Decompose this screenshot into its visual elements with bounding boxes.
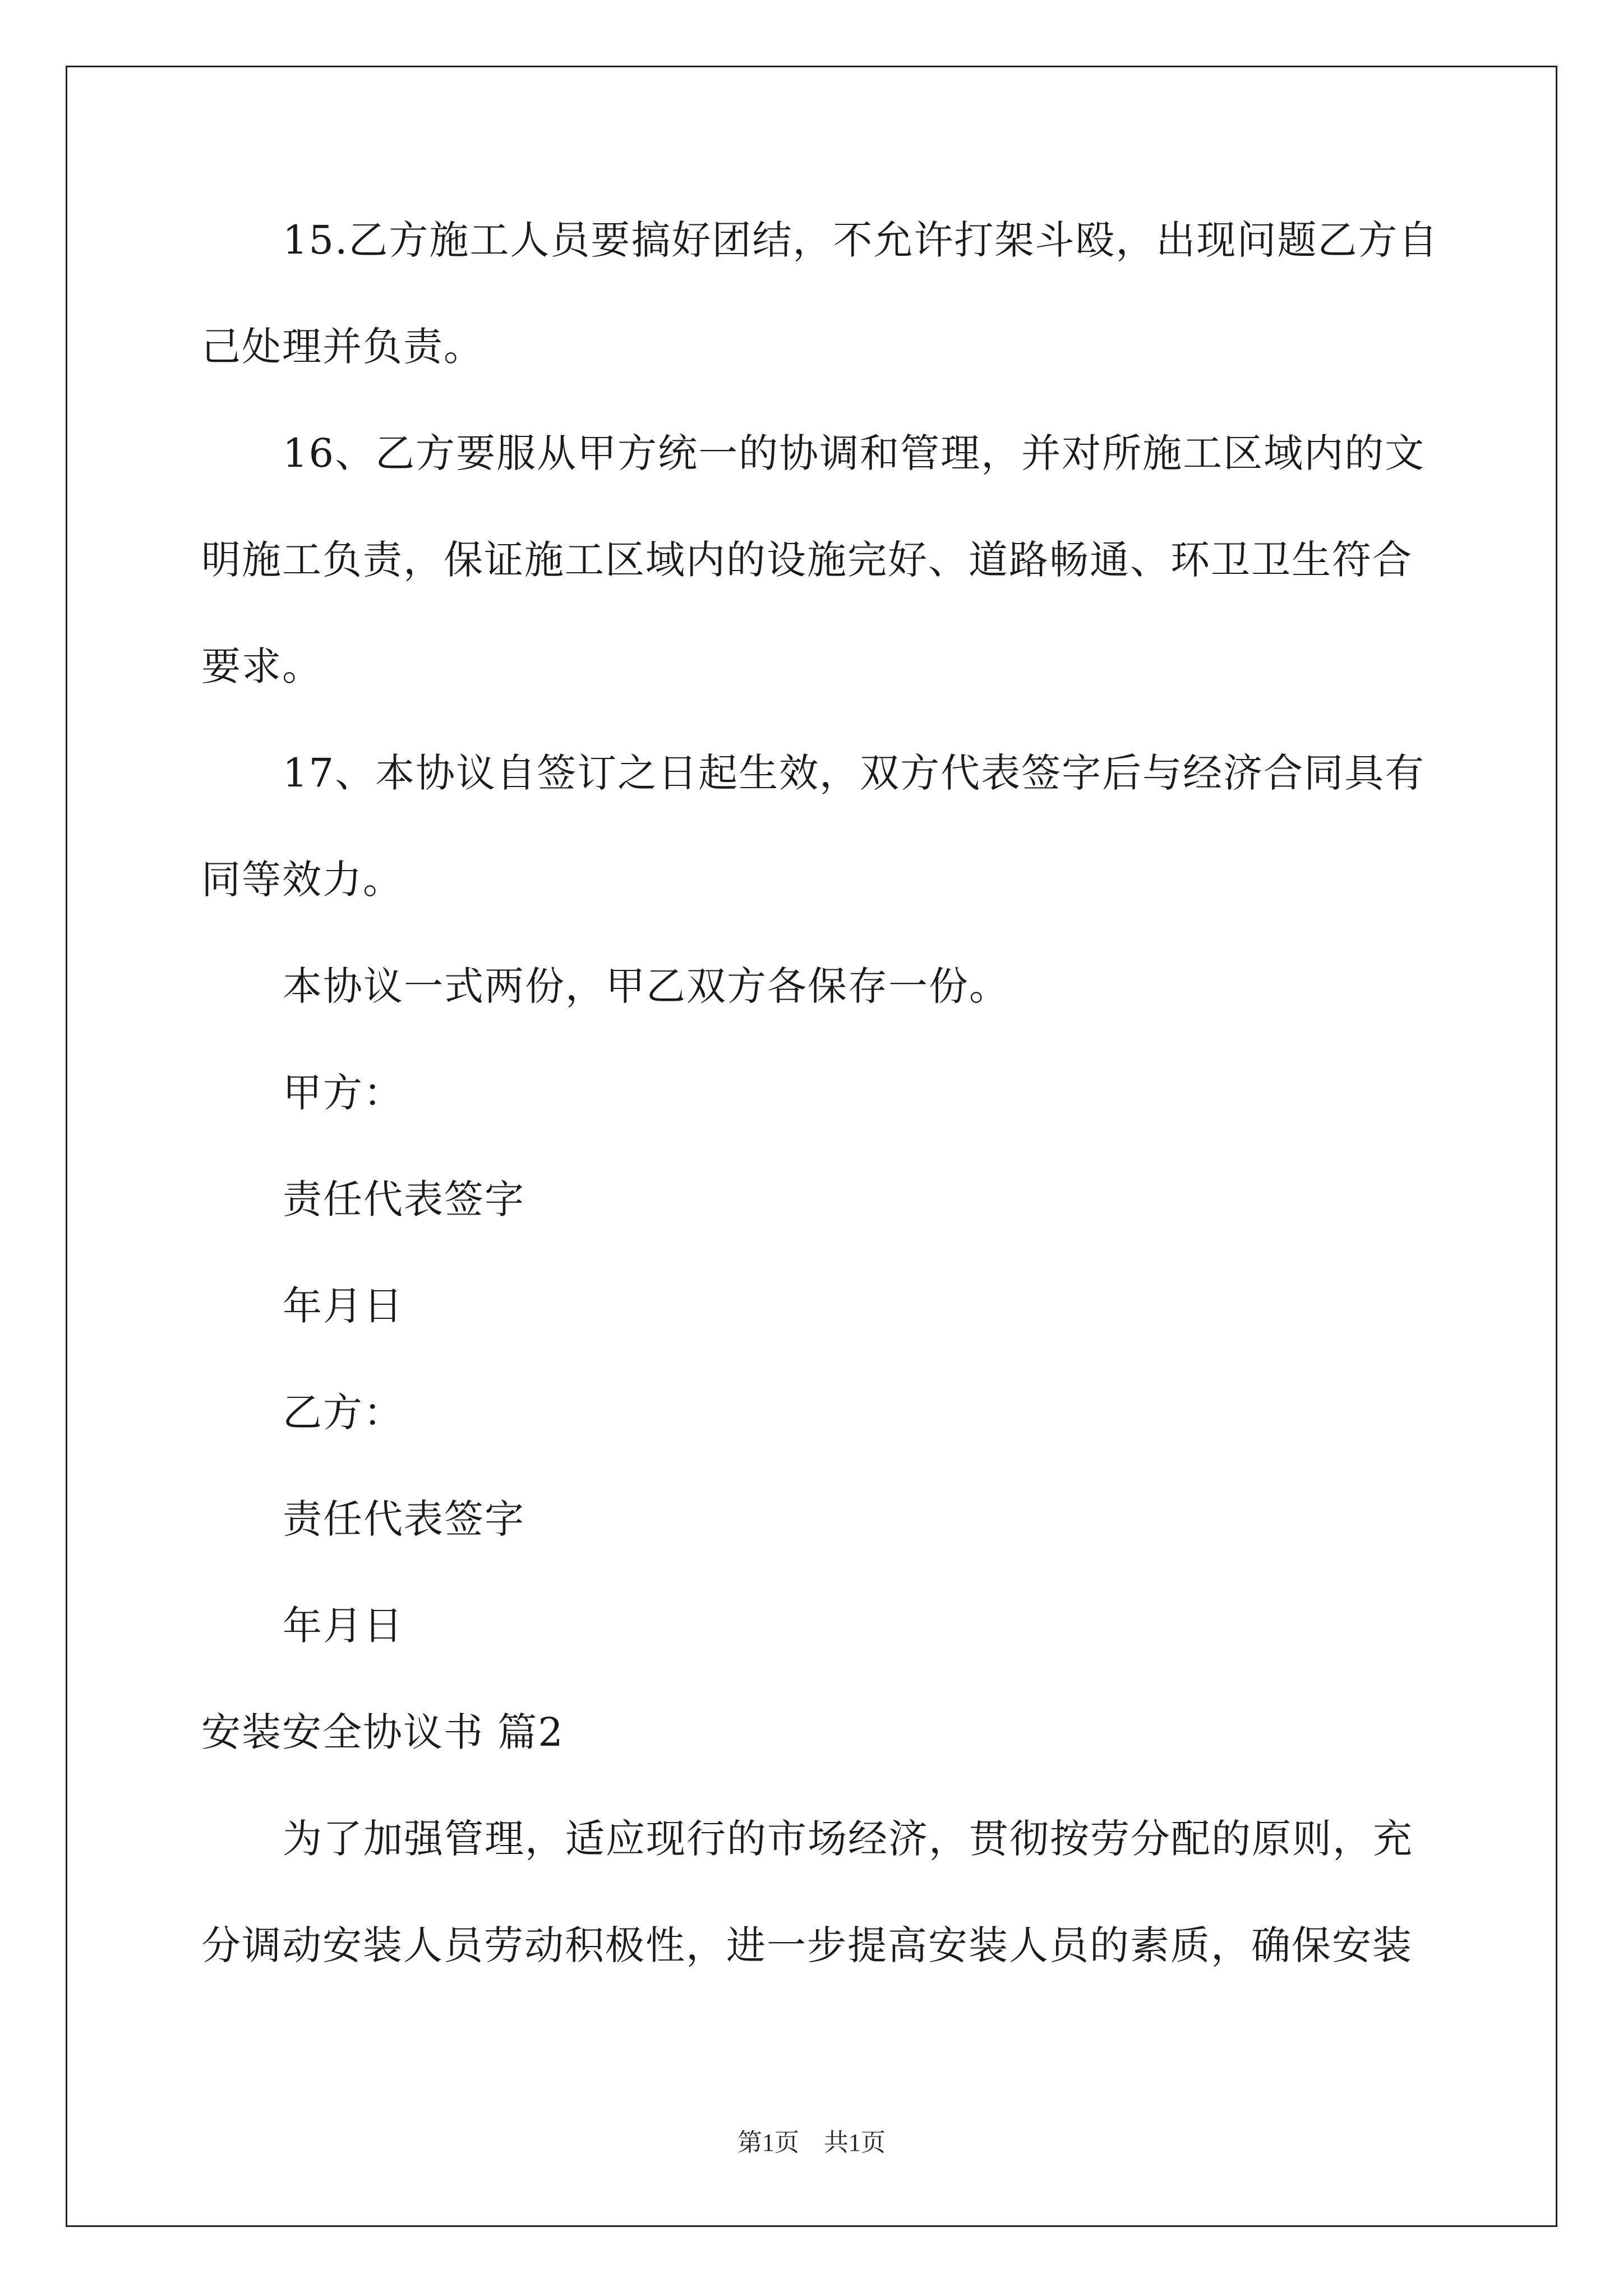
party-b-date-label: 年月日 bbox=[283, 1603, 404, 1649]
paragraph-16-line-2: 明施工负责，保证施工区域内的设施完好、道路畅通、环卫卫生符合 bbox=[201, 537, 1413, 583]
section-2-line-2: 分调动安装人员劳动积极性，进一步提高安装人员的素质，确保安装 bbox=[201, 1922, 1413, 1968]
paragraph-16-line-3: 要求。 bbox=[201, 643, 322, 689]
party-a-date-label: 年月日 bbox=[283, 1283, 404, 1329]
page-border bbox=[66, 66, 1557, 2227]
paragraph-15-line-1: 15.乙方施工人员要搞好团结，不允许打架斗殴，出现问题乙方自 bbox=[283, 217, 1439, 263]
party-b-label: 乙方： bbox=[283, 1389, 404, 1435]
copies-statement: 本协议一式两份，甲乙双方各保存一份。 bbox=[283, 963, 1009, 1009]
section-2-line-1: 为了加强管理，适应现行的市场经济，贯彻按劳分配的原则，充 bbox=[283, 1816, 1413, 1862]
paragraph-17-line-1: 17、本协议自签订之日起生效，双方代表签字后与经济合同具有 bbox=[283, 750, 1426, 796]
page-number-footer: 第1页 共1页 bbox=[737, 2129, 886, 2156]
party-a-label: 甲方： bbox=[283, 1070, 404, 1116]
party-a-signature-label: 责任代表签字 bbox=[283, 1176, 525, 1222]
paragraph-17-line-2: 同等效力。 bbox=[201, 857, 403, 903]
section-heading: 安装安全协议书 篇2 bbox=[201, 1709, 564, 1755]
paragraph-15-line-2: 己处理并负责。 bbox=[201, 324, 484, 370]
paragraph-16-line-1: 16、乙方要服从甲方统一的协调和管理，并对所施工区域内的文 bbox=[283, 430, 1426, 476]
party-b-signature-label: 责任代表签字 bbox=[283, 1496, 525, 1542]
